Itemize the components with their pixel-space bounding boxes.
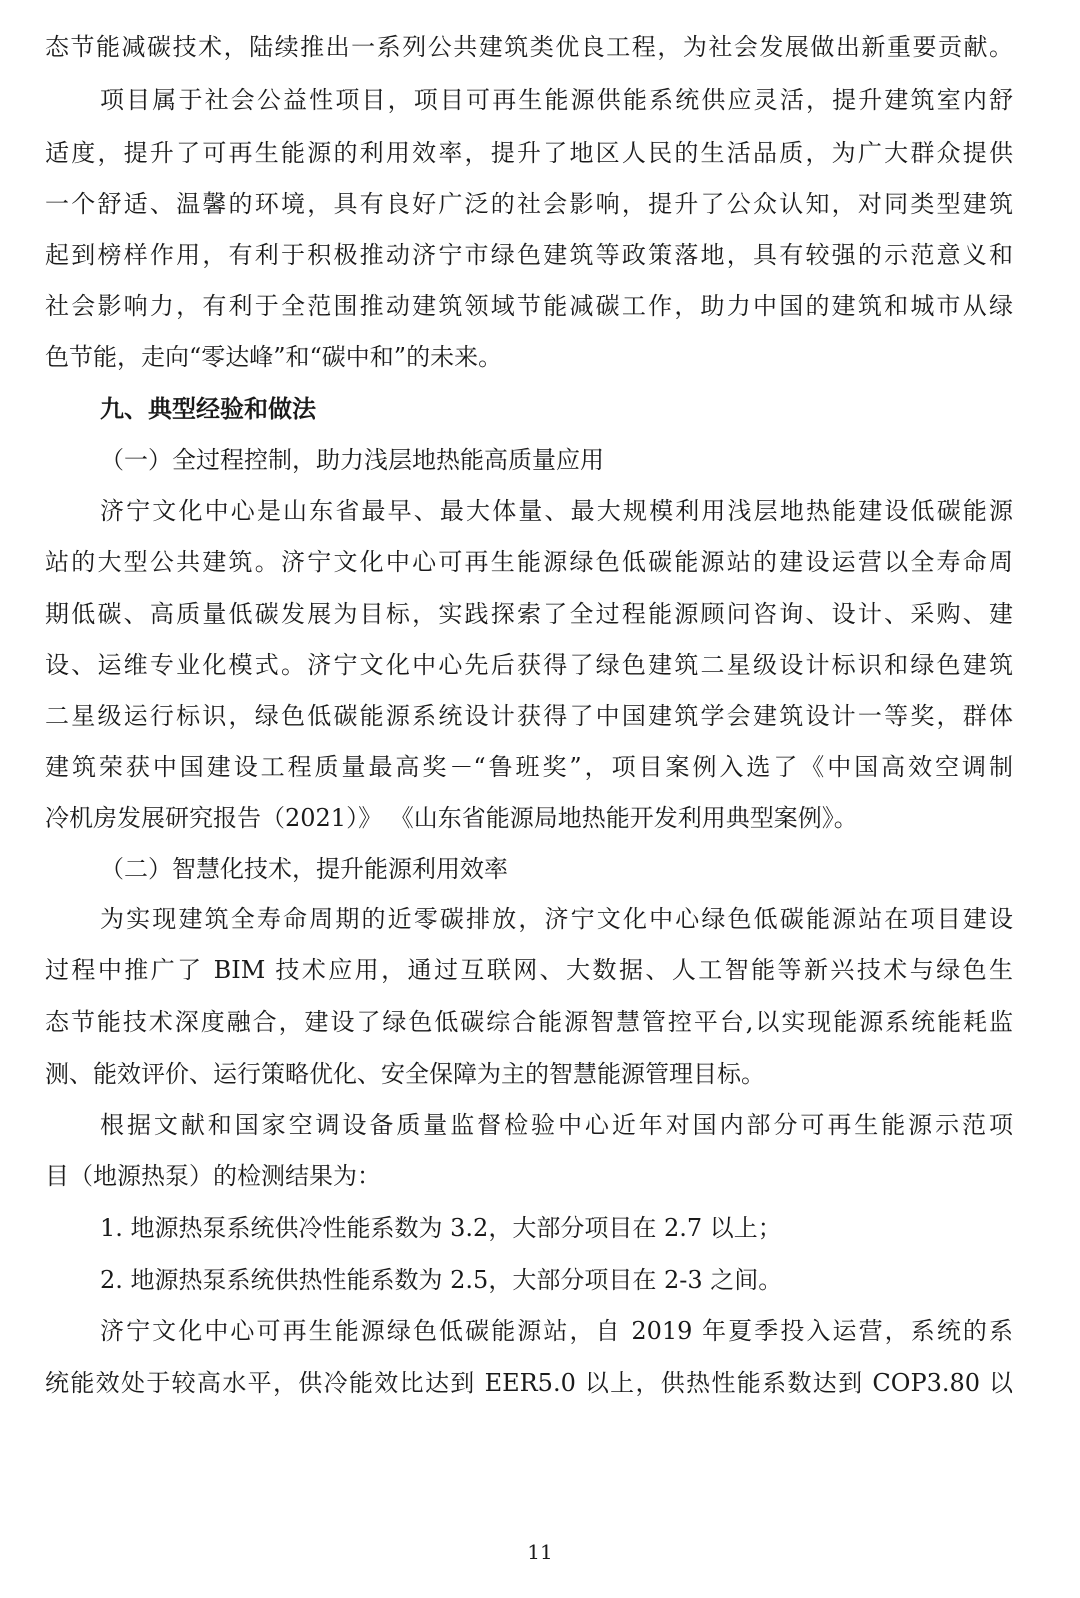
text-line: 站的大型公共建筑。济宁文化中心可再生能源绿色低碳能源站的建设运营以全寿命周	[45, 548, 1013, 576]
text-line: 目（地源热泵）的检测结果为：	[45, 1162, 381, 1190]
text-line: 根据文献和国家空调设备质量监督检验中心近年对国内部分可再生能源示范项	[100, 1111, 1013, 1139]
text-line: （二）智慧化技术，提升能源利用效率	[100, 855, 508, 883]
text-line: 期低碳、高质量低碳发展为目标，实践探索了全过程能源顾问咨询、设计、采购、建	[45, 600, 1013, 628]
page-number: 11	[527, 1540, 553, 1564]
text-line: 项目属于社会公益性项目，项目可再生能源供能系统供应灵活，提升建筑室内舒	[100, 86, 1013, 114]
text-line: 设、运维专业化模式。济宁文化中心先后获得了绿色建筑二星级设计标识和绿色建筑	[45, 651, 1013, 679]
text-line: 起到榜样作用，有利于积极推动济宁市绿色建筑等政策落地，具有较强的示范意义和	[45, 241, 1013, 269]
text-line: （一）全过程控制，助力浅层地热能高质量应用	[100, 446, 604, 474]
text-line: 一个舒适、温馨的环境，具有良好广泛的社会影响，提升了公众认知，对同类型建筑	[45, 190, 1013, 218]
text-line: 济宁文化中心可再生能源绿色低碳能源站，自 2019 年夏季投入运营，系统的系	[100, 1317, 1013, 1345]
text-line: 二星级运行标识，绿色低碳能源系统设计获得了中国建筑学会建筑设计一等奖，群体	[45, 702, 1013, 730]
text-line: 冷机房发展研究报告（2021）》 《山东省能源局地热能开发利用典型案例》。	[45, 804, 858, 832]
text-line: 1. 地源热泵系统供冷性能系数为 3.2，大部分项目在 2.7 以上；	[100, 1214, 782, 1242]
text-line: 2. 地源热泵系统供热性能系数为 2.5，大部分项目在 2-3 之间。	[100, 1266, 783, 1294]
text-line: 测、能效评价、运行策略优化、安全保障为主的智慧能源管理目标。	[45, 1060, 765, 1088]
text-line: 过程中推广了 BIM 技术应用，通过互联网、大数据、人工智能等新兴技术与绿色生	[45, 956, 1013, 984]
text-line: 色节能，走向“零达峰”和“碳中和”的未来。	[45, 343, 503, 371]
text-line: 态节能技术深度融合，建设了绿色低碳综合能源智慧管控平台,以实现能源系统能耗监	[45, 1008, 1013, 1036]
text-line: 济宁文化中心是山东省最早、最大体量、最大规模利用浅层地热能建设低碳能源	[100, 497, 1013, 525]
text-line: 建筑荣获中国建设工程质量最高奖－“鲁班奖”，项目案例入选了《中国高效空调制	[45, 753, 1013, 781]
section-heading: 九、典型经验和做法	[100, 394, 316, 423]
text-line: 为实现建筑全寿命周期的近零碳排放，济宁文化中心绿色低碳能源站在项目建设	[100, 905, 1013, 933]
text-line: 社会影响力，有利于全范围推动建筑领域节能减碳工作，助力中国的建筑和城市从绿	[45, 292, 1013, 320]
text-line: 态节能减碳技术，陆续推出一系列公共建筑类优良工程，为社会发展做出新重要贡献。	[45, 33, 1013, 61]
text-line: 统能效处于较高水平，供冷能效比达到 EER5.0 以上，供热性能系数达到 COP3.80 以	[45, 1369, 1013, 1397]
text-line: 适度，提升了可再生能源的利用效率，提升了地区人民的生活品质，为广大群众提供	[45, 139, 1013, 167]
